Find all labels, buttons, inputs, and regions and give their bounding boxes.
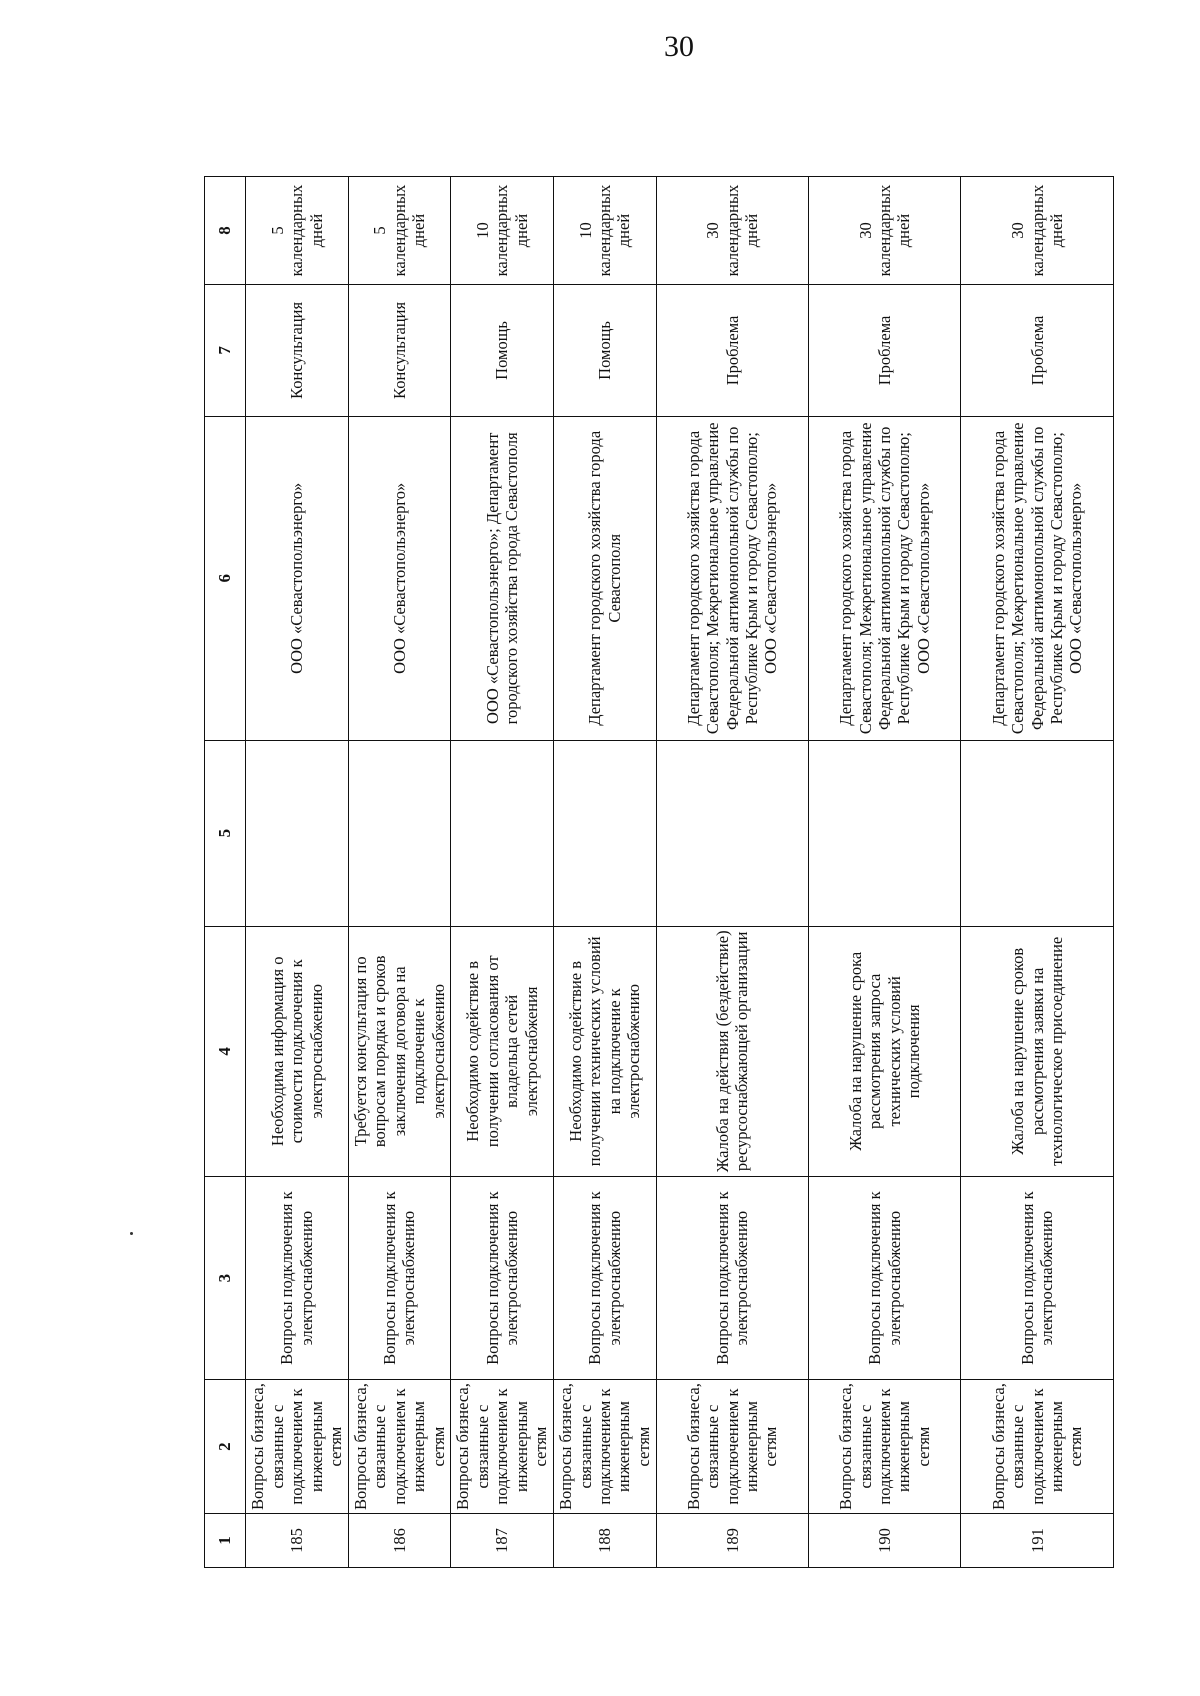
topic-cell: Вопросы подключения к электроснабжению xyxy=(961,1177,1114,1380)
row-number: 185 xyxy=(246,1514,349,1568)
topic-cell: Вопросы подключения к электроснабжению xyxy=(348,1177,451,1380)
header-cell: 6 xyxy=(205,416,246,740)
row-number: 186 xyxy=(348,1514,451,1568)
category-cell: Вопросы бизнеса, связанные с подключением к инженерным сетям xyxy=(246,1380,349,1514)
topic-cell: Вопросы подключения к электроснабжению xyxy=(451,1177,554,1380)
term-cell: 10 календарных дней xyxy=(553,177,656,285)
topic-cell: Вопросы подключения к электроснабжению xyxy=(246,1177,349,1380)
row-number: 190 xyxy=(809,1514,961,1568)
page-number: 30 xyxy=(664,30,694,63)
table-row xyxy=(451,177,554,1568)
table-row xyxy=(961,177,1114,1568)
scan-speck xyxy=(130,1232,133,1235)
header-cell: 1 xyxy=(205,1514,246,1568)
row-number: 188 xyxy=(553,1514,656,1568)
request-type-cell: Помощь xyxy=(553,285,656,417)
table-row xyxy=(553,177,656,1568)
description-cell: Жалоба на нарушение сроков рассмотрения заявки на технологическое присоединение xyxy=(961,926,1114,1177)
organizations-cell: ООО «Севастопольэнерго» xyxy=(348,416,451,740)
request-type-cell: Помощь xyxy=(451,285,554,417)
header-cell: 8 xyxy=(205,177,246,285)
header-cell: 5 xyxy=(205,740,246,926)
request-type-cell: Проблема xyxy=(656,285,808,417)
category-cell: Вопросы бизнеса, связанные с подключением к инженерным сетям xyxy=(348,1380,451,1514)
term-cell: 30 календарных дней xyxy=(961,177,1114,285)
row-number: 191 xyxy=(961,1514,1114,1568)
organizations-cell: Департамент городского хозяйства города Севастополя; Межрегиональное управление Федеральной антимонопольной службы по Республике Крым и городу Севастополю; ООО «Севастопольэнерго» xyxy=(961,416,1114,740)
empty-cell xyxy=(553,740,656,926)
empty-cell xyxy=(809,740,961,926)
description-cell: Необходима информация о стоимости подключения к электроснабжению xyxy=(246,926,349,1177)
table-row xyxy=(809,177,961,1568)
header-cell: 2 xyxy=(205,1380,246,1514)
topic-cell: Вопросы подключения к электроснабжению xyxy=(809,1177,961,1380)
term-cell: 5 календарных дней xyxy=(348,177,451,285)
organizations-cell: Департамент городского хозяйства города Севастополя; Межрегиональное управление Федеральной антимонопольной службы по Республике Крым и городу Севастополю; ООО «Севастопольэнерго» xyxy=(656,416,808,740)
description-cell: Необходимо содействие в получении согласования от владельца сетей электроснабжения xyxy=(451,926,554,1177)
description-cell: Жалоба на действия (бездействие) ресурсоснабжающей организации xyxy=(656,926,808,1177)
table-row xyxy=(246,177,349,1568)
empty-cell xyxy=(348,740,451,926)
topic-cell: Вопросы подключения к электроснабжению xyxy=(656,1177,808,1380)
description-cell: Необходимо содействие в получении технических условий на подключение к электроснабжению xyxy=(553,926,656,1177)
header-row xyxy=(205,177,246,1568)
category-cell: Вопросы бизнеса, связанные с подключением к инженерным сетям xyxy=(809,1380,961,1514)
term-cell: 30 календарных дней xyxy=(656,177,808,285)
row-number: 189 xyxy=(656,1514,808,1568)
request-type-cell: Консультация xyxy=(246,285,349,417)
organizations-cell: Департамент городского хозяйства города Севастополя; Межрегиональное управление Федеральной антимонопольной службы по Республике Крым и городу Севастополю; ООО «Севастопольэнерго» xyxy=(809,416,961,740)
term-cell: 30 календарных дней xyxy=(809,177,961,285)
empty-cell xyxy=(451,740,554,926)
term-cell: 5 календарных дней xyxy=(246,177,349,285)
category-cell: Вопросы бизнеса, связанные с подключением к инженерным сетям xyxy=(961,1380,1114,1514)
topic-cell: Вопросы подключения к электроснабжению xyxy=(553,1177,656,1380)
row-number: 187 xyxy=(451,1514,554,1568)
empty-cell xyxy=(246,740,349,926)
term-cell: 10 календарных дней xyxy=(451,177,554,285)
category-cell: Вопросы бизнеса, связанные с подключением к инженерным сетям xyxy=(553,1380,656,1514)
description-cell: Жалоба на нарушение срока рассмотрения запроса технических условий подключения xyxy=(809,926,961,1177)
registry-table xyxy=(204,176,1114,1568)
category-cell: Вопросы бизнеса, связанные с подключением к инженерным сетям xyxy=(656,1380,808,1514)
request-type-cell: Консультация xyxy=(348,285,451,417)
header-cell: 3 xyxy=(205,1177,246,1380)
request-type-cell: Проблема xyxy=(961,285,1114,417)
description-cell: Требуется консультация по вопросам порядка и сроков заключения договора на подключение к электроснабжению xyxy=(348,926,451,1177)
organizations-cell: Департамент городского хозяйства города Севастополя xyxy=(553,416,656,740)
category-cell: Вопросы бизнеса, связанные с подключением к инженерным сетям xyxy=(451,1380,554,1514)
organizations-cell: ООО «Севастопольэнерго»; Департамент городского хозяйства города Севастополя xyxy=(451,416,554,740)
empty-cell xyxy=(961,740,1114,926)
empty-cell xyxy=(656,740,808,926)
header-cell: 7 xyxy=(205,285,246,417)
table-row xyxy=(348,177,451,1568)
request-type-cell: Проблема xyxy=(809,285,961,417)
table-row xyxy=(656,177,808,1568)
header-cell: 4 xyxy=(205,926,246,1177)
organizations-cell: ООО «Севастопольэнерго» xyxy=(246,416,349,740)
rotated-table-wrapper xyxy=(204,176,1114,1568)
